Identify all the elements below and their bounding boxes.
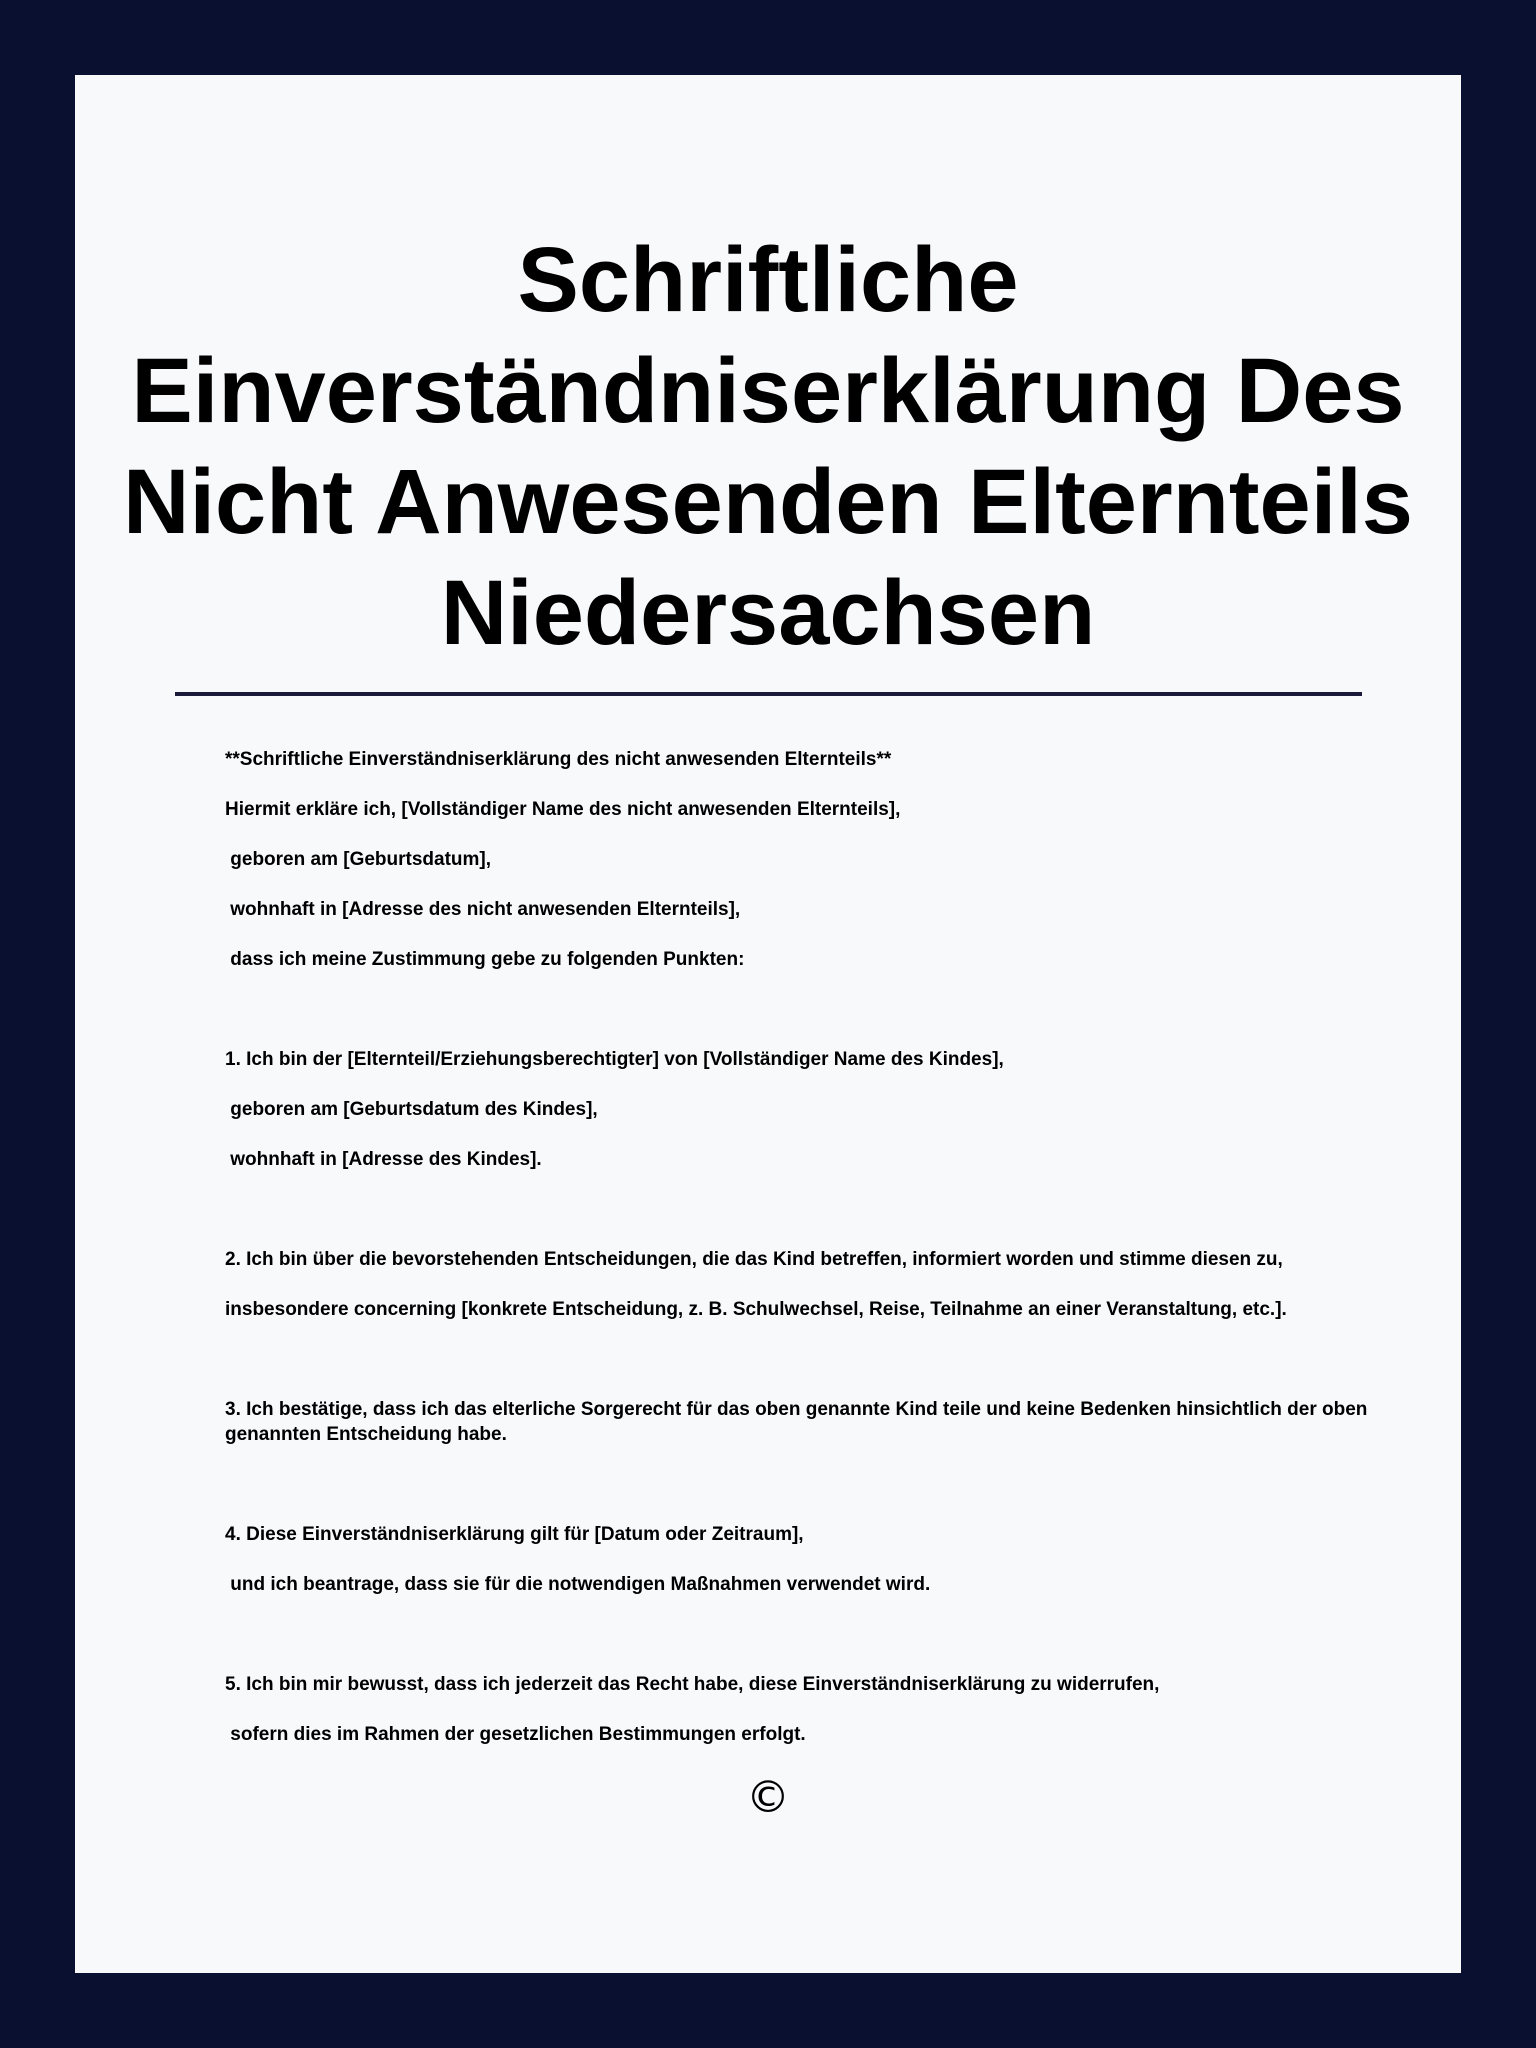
title-divider (175, 692, 1362, 696)
copyright-icon: © (746, 1772, 790, 1823)
intro-line-3: wohnhaft in [Adresse des nicht anwesenden Elternteils], (225, 899, 741, 920)
point-1-line-3: wohnhaft in [Adresse des Kindes]. (225, 1149, 542, 1170)
point-1-line-2: geboren am [Geburtsdatum des Kindes], (225, 1099, 598, 1120)
point-2-line-1: 2. Ich bin über die bevorstehenden Entscheidungen, die das Kind betreffen, informiert worden und stimme diesen zu, (225, 1249, 1283, 1270)
point-1-line-1: 1. Ich bin der [Elternteil/Erziehungsberechtigter] von [Vollständiger Name des Kindes], (225, 1049, 1004, 1070)
document-heading: **Schriftliche Einverständniserklärung des nicht anwesenden Elternteils** (225, 749, 892, 770)
point-4-line-2: und ich beantrage, dass sie für die notwendigen Maßnahmen verwendet wird. (225, 1574, 931, 1595)
point-4-line-1: 4. Diese Einverständniserklärung gilt für [Datum oder Zeitraum], (225, 1524, 804, 1545)
document-page (75, 75, 1461, 1973)
point-5-line-1: 5. Ich bin mir bewusst, dass ich jederzeit das Recht habe, diese Einverständniserklärung zu widerrufen, (225, 1674, 1160, 1695)
point-5-line-2: sofern dies im Rahmen der gesetzlichen Bestimmungen erfolgt. (225, 1724, 806, 1745)
intro-line-2: geboren am [Geburtsdatum], (225, 849, 492, 870)
intro-line-1: Hiermit erkläre ich, [Vollständiger Name des nicht anwesenden Elternteils], (225, 799, 901, 820)
point-3-text: 3. Ich bestätige, dass ich das elterliche Sorgerecht für das oben genannte Kind teile und keine Bedenken hinsichtlich der oben genannten Entscheidung habe. (225, 1399, 1368, 1445)
document-title: Schriftliche Einverständniserklärung Des Nicht Anwesenden Elternteils Niedersachsen (123, 229, 1413, 664)
point-2-line-2: insbesondere concerning [konkrete Entscheidung, z. B. Schulwechsel, Reise, Teilnahme an einer Veranstaltung, etc.]. (225, 1299, 1287, 1320)
intro-line-4: dass ich meine Zustimmung gebe zu folgenden Punkten: (225, 949, 745, 970)
